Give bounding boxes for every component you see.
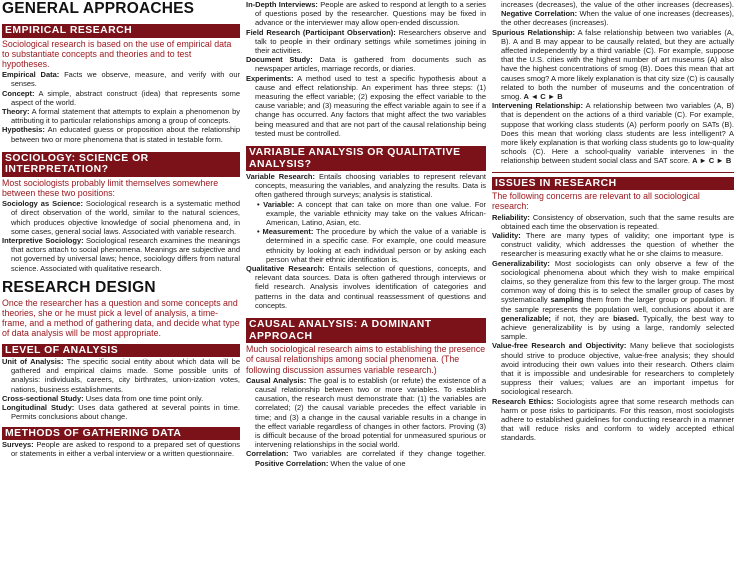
bullet-entry: • Measurement: The procedure by which the value of a variable is determined in a specific case. For example, one could measure ethnicity by looking at each individual person or by asking each person what their ethnic identification is. — [246, 227, 486, 264]
definition-entry: Surveys: People are asked to respond to a prepared set of questions or statements in either a verbal interview or a written questionnaire. — [2, 440, 240, 459]
continued-entry: increases (decreases), the value of the other increases (decreases). Negative Correlation: When the value of one increases (decreases), the other decreases (increases). — [501, 0, 734, 28]
definition-entry: Empirical Data: Facts we observe, measure, and verify with our senses. — [2, 70, 240, 89]
definition-entry: Spurious Relationship: A false relationship between two variables (A, B). A and B may appear to be causally related, but they are actually affected independently by a third variable (C). For example, suppose that the U.S. cities with the highest number of art museums (A) also have the highest concentrations of smog (B). Does this mean that art causes smog? A more likely explanation is that city size (C) is causally related to both the number of museums and the concentration of smog. A ◄ C ► B — [492, 27, 734, 102]
definition-entry: Hypothesis: An educated guess or proposition about the relationship between two or more phenomena that is stated in testable form. — [2, 125, 240, 144]
definition-entry: Experiments: A method used to test a specific hypothesis about a cause and effect relationship. An experiment has three steps: (1) measuring the effect variable; (2) exposing the effect variable to the cause variable; and (3) measuring the effect variable again to see if a change has occurred. Any factors that might affect the two variables being measured and that are not part of the causal relationship being tested must be controlled. — [246, 73, 486, 138]
general-approaches-title: GENERAL APPROACHES — [2, 0, 195, 17]
column-2 — [246, 0, 486, 577]
definition-entry: Research Ethics: Sociologists agree that some research methods can harm or pose risks to participants. For this reason, most sociologists adhere to established guidelines for conducting research in a manner that will reduce risks and conform to widely accepted ethical standards. — [492, 396, 734, 443]
definition-entry: Cross-sectional Study: Uses data from one time point only. — [2, 393, 204, 403]
definition-entry: Concept: A simple, abstract construct (idea) that represents some aspect of the world. — [2, 88, 240, 107]
definition-entry: Sociology as Science: Sociological research is a systematic method of direct observation of the world, similar to the natural sciences, which produces objective knowledge of social phenomena and, in some cases, general social laws. Associated with variable research. — [2, 199, 240, 236]
issues-in-research-heading: ISSUES IN RESEARCH — [492, 177, 734, 191]
causal-analysis-lead: Much sociological research aims to establishing the presence of causal relationships among social phenomena. (The following discussion assumes variable research.) — [246, 344, 486, 375]
definition-entry: Causal Analysis: The goal is to establish (or refute) the existence of a causal relationship between two or more variables. To establish causation, the research must demonstrate that: (1) the variables are correlated; (2) the causal variable precedes the effect variable in time; and (3) a change in the causal variable results in a change in the effect variable regardless of changes in other factors. Proving (3) is difficult because of the broad potential for unmeasured spurious or intervening relationships in the social world. — [246, 375, 486, 450]
causal-analysis-heading: CAUSAL ANALYSIS: A DOMINANT APPROACH — [246, 318, 486, 343]
methods-of-gathering-data-heading: METHODS OF GATHERING DATA — [2, 427, 240, 441]
empirical-research-lead: Sociological research is based on the use of empirical data to substantiate concepts and theories and to test hypotheses. — [2, 38, 232, 69]
science-or-interpretation-lead: Most sociologists probably limit themselves somewhere between these two positions: — [2, 177, 219, 198]
definition-entry: Generalizability: Most sociologists can only observe a few of the sociological phenomena about which they wish to make empirical claims, so they generalize from this few to the larger group. The most common way of doing this is to select the smaller group of cases by systematically sampling them from the larger group or population. If the sample represents the population well, conclusions about it are generalizable; if not, they are biased. Typically, the best way to achieve generalizability is by using a large, randomly selected sample. — [492, 258, 734, 342]
definition-entry: Variable Research: Entails choosing variables to represent relevant concepts, measuring the variables, and analyzing the results. Data is often gathered through surveys; analysis is statistical. — [246, 172, 486, 200]
variable-or-qualitative-heading: VARIABLE ANALYSIS OR QUALITATIVE ANALYSIS? — [246, 146, 486, 171]
science-or-interpretation-heading: SOCIOLOGY: SCIENCE OR INTERPRETATION? — [2, 152, 240, 177]
definition-entry: Validity: There are many types of validity; one important type is construct validity, which addresses the question of whether the researcher is measuring exactly what he or she claims to measure. — [492, 230, 734, 259]
intervening-formula: A ► C ► B — [692, 156, 732, 166]
definition-entry: Document Study: Data is gathered from documents such as newspaper articles, marriage records, or diaries. — [246, 55, 486, 74]
definition-entry: Intervening Relationship: A relationship between two variables (A, B) that is dependent on the actions of a third variable (C). For example, suppose that working class students (A) perform poorly on SATs (B). Does this mean that working class students are less intelligent? A more likely explanation is that working class students go to low-quality schools (C). Here a school-quality variable intervenes in the relationship between student social class and SAT score. A ► C ► B — [492, 101, 734, 166]
level-of-analysis-heading: LEVEL OF ANALYSIS — [2, 344, 240, 358]
definition-entry: In-Depth Interviews: People are asked to respond at length to a series of questions posed by the researcher. Questions may be fixed in advance or the interviewer may allow open-ended discussion. — [246, 0, 486, 28]
empirical-research-heading: EMPIRICAL RESEARCH — [2, 24, 240, 38]
definition-entry: Correlation: Two variables are correlated if they change together. Positive Correlation: When the value of one — [246, 449, 486, 468]
definition-entry: Qualitative Research: Entails selection of questions, concepts, and relevant data sources. Data is often gathered through interviews or field research. Analysis involves identification of categories and patterns in the data and continual reassessment of questions and concepts. — [246, 264, 486, 310]
section-divider — [492, 172, 734, 173]
bullet-entry: • Variable: A concept that can take on more than one value. For example, the variable ethnicity may take on the values African-American, Latino, Asian, etc. — [246, 200, 486, 228]
research-design-lead: Once the researcher has a question and some concepts and theories, she or he must pick a level of analysis, a time-frame, and a method of gathering data, and decide what type of data analysis will be most appropriate. — [2, 297, 240, 339]
column-1 — [2, 0, 240, 577]
definition-entry: Theory: A formal statement that attempts to explain a phenomenon by attributing it to particular relationships among a group of concepts. — [2, 106, 240, 126]
definition-entry: Interpretive Sociology: Sociological research examines the meanings that actors attach to social phenomena. Meanings are subjective and not governed by universal laws; hence, sociology differs from natural science. Associated with qualitative research. — [2, 235, 240, 273]
column-3 — [492, 0, 734, 577]
research-design-title: RESEARCH DESIGN — [2, 278, 156, 296]
definition-entry: Unit of Analysis: The specific social entity about which data will be gathered and empirical claims made. Some possible units of analysis: individuals, careers, city birthrates, union-ization votes, nations, business establishments. — [2, 357, 240, 394]
definition-entry: Field Research (Participant Observation): Researchers observe and talk to people in their ordinary settings while sometimes joining in their activities. — [246, 27, 486, 56]
definition-entry: Value-free Research and Objectivity: Many believe that sociologists should strive to produce objective, value-free analysis; they should avoid introducing their own values into their research. Others claim that it is impossible and undesirable for researchers to completely suppress their values; values are an important impetus for sociological research. — [492, 341, 734, 397]
issues-in-research-lead: The following concerns are relevant to all sociological research: — [492, 191, 700, 212]
definition-entry: Longitudinal Study: Uses data gathered at several points in time. Permits conclusions about change. — [2, 403, 240, 422]
spurious-formula: A ◄ C ► B — [523, 92, 563, 102]
definition-entry: Reliability: Consistency of observation, such that the same results are obtained each time the observation is repeated. — [492, 212, 734, 231]
